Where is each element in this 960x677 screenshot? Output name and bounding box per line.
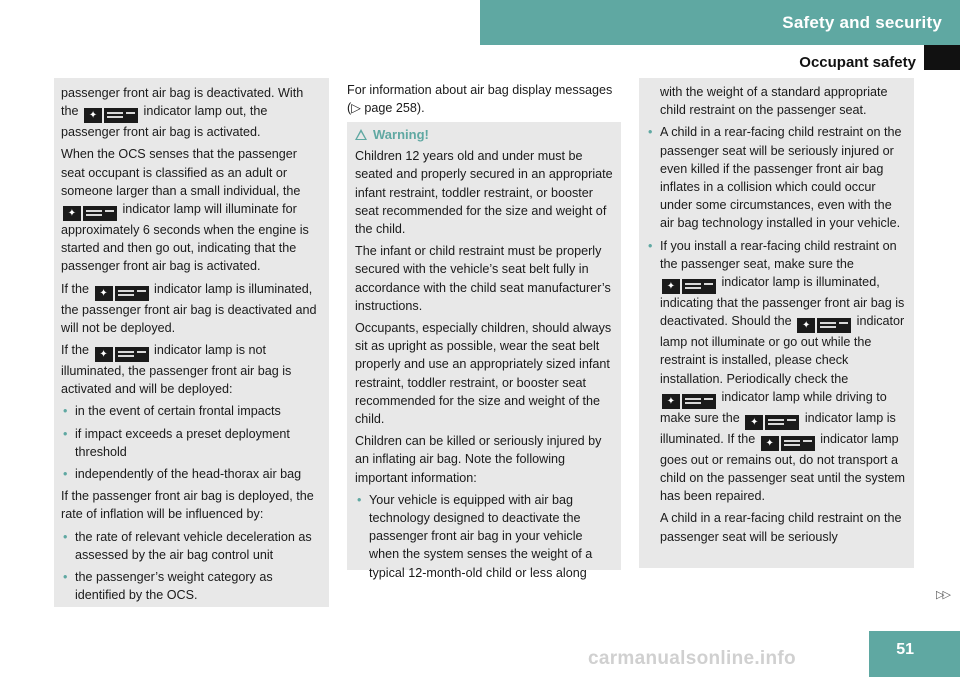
warning-heading: Warning!: [355, 126, 615, 144]
warning-box: [347, 122, 621, 580]
paragraph: If the passenger front air bag is deployed, the rate of inflation will be influenced by:: [61, 489, 314, 522]
warning-triangle-icon: [355, 129, 367, 140]
list-item: • the rate of relevant vehicle deceleration as assessed by the air bag control unit: [63, 529, 312, 562]
pass-air-bag-off-indicator-icon: ✦: [662, 279, 716, 294]
paragraph: The infant or child restraint must be properly secured with the vehicle’s seat belt fully in accordance with the child seat manufacturer’s instructions.: [355, 244, 611, 313]
bullet-icon: •: [63, 404, 68, 419]
column-1-panel: [54, 78, 329, 607]
paragraph: passenger front air bag is deactivated. With the ✦ indicator lamp out, the passenger front air bag is activated.: [61, 86, 304, 140]
list-item: • in the event of certain frontal impacts: [61, 402, 323, 420]
bullet-icon: •: [63, 570, 68, 585]
bullet-icon: •: [63, 426, 68, 441]
paragraph: If the ✦ indicator lamp is illuminated, the passenger front air bag is deactivated and will not be deployed.: [61, 281, 317, 335]
paragraph: Occupants, especially children, should always sit as upright as possible, wear the seat belt properly and use an appropriately sized infant restraint, toddler restraint, or booster seat recommended for the size and weight of the child.: [355, 321, 612, 427]
paragraph: A child in a rear-facing child restraint on the passenger seat will be seriously: [660, 511, 902, 544]
paragraph: If the ✦ indicator lamp is not illuminated, the passenger front air bag is activated and will be deployed:: [61, 343, 292, 397]
intro-paragraph: For information about air bag display messages (▷ page 258).: [347, 83, 613, 116]
section-title: Safety and security: [782, 13, 942, 32]
paragraph: with the weight of a standard appropriate child restraint on the passenger seat.: [660, 85, 888, 118]
bullet-icon: •: [63, 529, 68, 544]
list-item: • if impact exceeds a preset deployment threshold: [63, 426, 290, 459]
list-item: • Your vehicle is equipped with air bag technology designed to deactivate the passenger front air bag in your vehicle when the system senses the weight of a typical 12-month-old child or less along: [357, 492, 593, 580]
bullet-icon: •: [648, 238, 653, 253]
page-number: 51: [896, 641, 914, 658]
pass-air-bag-off-indicator-icon: ✦: [84, 108, 138, 123]
paragraph: When the OCS senses that the passenger seat occupant is classified as an adult or someone larger than a small individual, the ✦ indicator lamp will illuminate for approximately 6 seconds when the engine is started and then go out, indicating that the passenger front air bag is activated.: [61, 147, 309, 274]
paragraph: Children 12 years old and under must be seated and properly secured in an appropriate infant restraint, toddler restraint, or booster seat recommended for the size and weight of the child.: [355, 149, 613, 237]
bullet-icon: •: [357, 492, 362, 507]
paragraph: Children can be killed or seriously injured by an inflating air bag. Note the following important information:: [355, 434, 602, 485]
bullet-icon: •: [63, 467, 68, 482]
list-item: • the passenger’s weight category as identified by the OCS.: [63, 570, 273, 603]
watermark: carmanualsonline.info: [588, 648, 796, 669]
column-3-panel: [639, 78, 914, 568]
chapter-marker: [924, 45, 960, 70]
pass-air-bag-off-indicator-icon: ✦: [63, 206, 117, 221]
list-item: • independently of the head-thorax air bag: [61, 465, 323, 483]
pass-air-bag-off-indicator-icon: ✦: [662, 394, 716, 409]
pass-air-bag-off-indicator-icon: ✦: [761, 436, 815, 451]
column-2: [347, 78, 625, 580]
bullet-icon: •: [648, 125, 653, 140]
section-header-tab: [480, 0, 960, 45]
pass-air-bag-off-indicator-icon: ✦: [95, 286, 149, 301]
page-number-box: [869, 631, 960, 677]
pass-air-bag-off-indicator-icon: ✦: [745, 415, 799, 430]
list-item: • A child in a rear-facing child restraint on the passenger seat will be seriously injured or even killed if the passenger front air bag inflates in a collision which could occur under some circumstances, even with the air bag technology installed in your vehicle.: [648, 125, 902, 231]
page-subtitle: Occupant safety: [799, 54, 916, 71]
list-item: • If you install a rear-facing child restraint on the passenger seat, make sure the ✦ indicator lamp is illuminated, indicating that the passenger front air bag is deactivated. Should the ✦ indicator lamp not illuminate or go out while the restraint is installed, please check installation. Periodically check the ✦ indicator lamp while driving to make sure the ✦ indicator lamp is illuminated. If the ✦ indicator lamp goes out or remains out, do not transport a child on the passenger seat until the system has been repaired.: [648, 238, 906, 504]
continue-arrow-icon: ▷▷: [936, 589, 949, 601]
pass-air-bag-off-indicator-icon: ✦: [95, 347, 149, 362]
pass-air-bag-off-indicator-icon: ✦: [797, 318, 851, 333]
